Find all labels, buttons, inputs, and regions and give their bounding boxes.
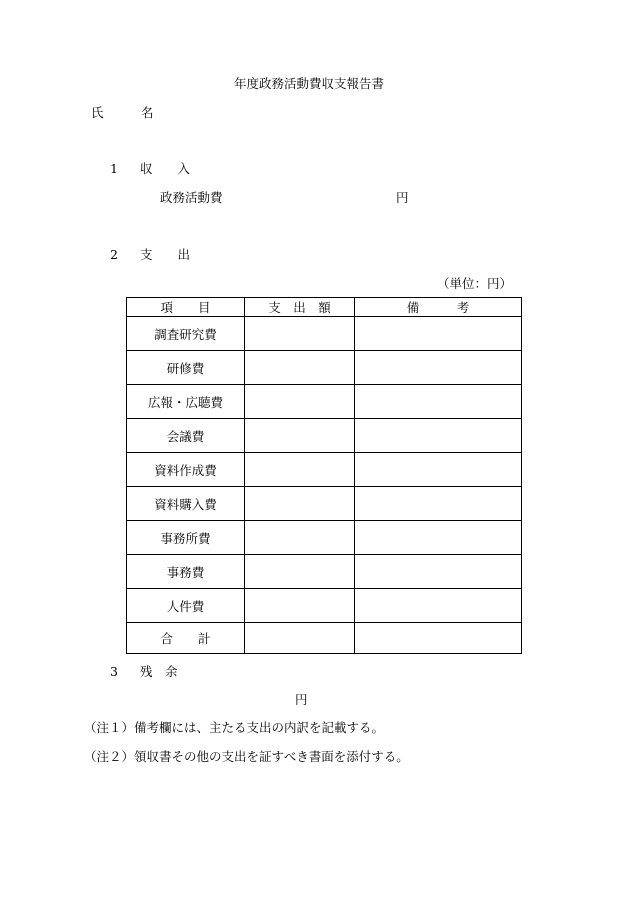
document-title: 年度政務活動費収支報告書 xyxy=(234,76,385,91)
remarks-cell[interactable] xyxy=(355,351,522,385)
header-remarks: 備 考 xyxy=(355,298,522,317)
expenditure-table xyxy=(126,297,522,654)
row-label: 事務所費 xyxy=(127,521,245,555)
header-item: 項 目 xyxy=(127,298,245,317)
note-1: （注１）備考欄には、主たる支出の内訳を記載する。 xyxy=(84,720,385,735)
row-label: 調査研究費 xyxy=(127,317,245,351)
total-remarks-cell[interactable] xyxy=(355,623,522,654)
header-amount: 支 出 額 xyxy=(245,298,355,317)
section-1-heading: 収 入 xyxy=(140,161,191,176)
section-3-heading: 残 余 xyxy=(140,664,178,679)
table-row xyxy=(127,317,522,351)
amount-cell[interactable] xyxy=(245,521,355,555)
income-unit: 円 xyxy=(396,190,409,205)
remarks-cell[interactable] xyxy=(355,453,522,487)
row-label: 事務費 xyxy=(127,555,245,589)
row-label: 研修費 xyxy=(127,351,245,385)
row-label: 広報・広聴費 xyxy=(127,385,245,419)
table-row xyxy=(127,453,522,487)
remarks-cell[interactable] xyxy=(355,385,522,419)
table-row xyxy=(127,419,522,453)
amount-cell[interactable] xyxy=(245,487,355,521)
income-item-label: 政務活動費 xyxy=(160,190,223,205)
unit-note: （単位：円） xyxy=(437,276,513,291)
amount-cell[interactable] xyxy=(245,419,355,453)
name-label: 氏 名 xyxy=(91,105,154,120)
table-row xyxy=(127,589,522,623)
row-label: 人件費 xyxy=(127,589,245,623)
remarks-cell[interactable] xyxy=(355,317,522,351)
remarks-cell[interactable] xyxy=(355,555,522,589)
total-label: 合 計 xyxy=(127,623,245,654)
row-label: 資料購入費 xyxy=(127,487,245,521)
remarks-cell[interactable] xyxy=(355,521,522,555)
table-row xyxy=(127,521,522,555)
table-row xyxy=(127,487,522,521)
table-row xyxy=(127,555,522,589)
section-1-number: 1 xyxy=(110,161,118,176)
remarks-cell[interactable] xyxy=(355,419,522,453)
remarks-cell[interactable] xyxy=(355,589,522,623)
section-2-heading: 支 出 xyxy=(140,247,191,262)
section-3-number: 3 xyxy=(110,664,118,679)
amount-cell[interactable] xyxy=(245,317,355,351)
amount-cell[interactable] xyxy=(245,351,355,385)
row-label: 会議費 xyxy=(127,419,245,453)
balance-unit: 円 xyxy=(295,692,308,707)
amount-cell[interactable] xyxy=(245,589,355,623)
table-row xyxy=(127,351,522,385)
total-amount-cell[interactable] xyxy=(245,623,355,654)
table-row xyxy=(127,385,522,419)
total-row xyxy=(127,623,522,654)
section-2-number: 2 xyxy=(110,247,118,262)
note-2: （注２）領収書その他の支出を証すべき書面を添付する。 xyxy=(84,749,409,764)
amount-cell[interactable] xyxy=(245,385,355,419)
table-header-row xyxy=(127,298,522,317)
row-label: 資料作成費 xyxy=(127,453,245,487)
remarks-cell[interactable] xyxy=(355,487,522,521)
amount-cell[interactable] xyxy=(245,555,355,589)
amount-cell[interactable] xyxy=(245,453,355,487)
